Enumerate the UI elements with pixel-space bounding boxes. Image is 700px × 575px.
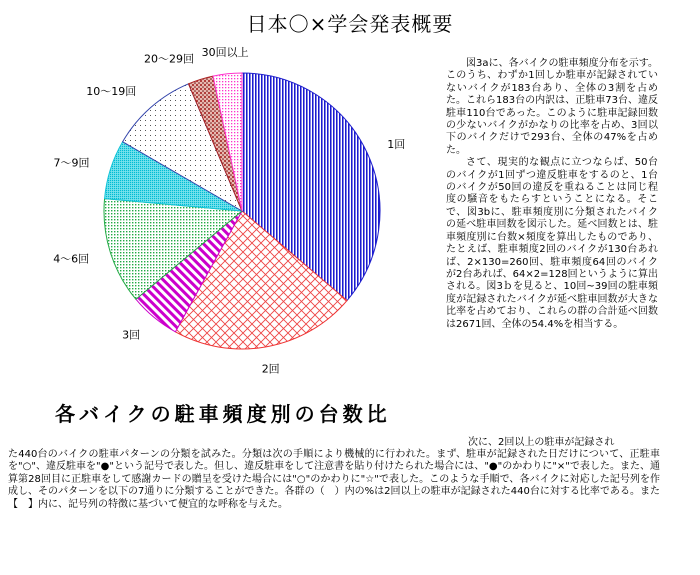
pie-slice-label: 30回以上 <box>201 45 249 59</box>
bottom-body-text: た440台のバイクの駐車パターンの分類を試みた。分類は次の手順により機械的に行われた。まず、駐車が記録された日だけについて、正駐車を"○"、違反駐車を"●"という記号で表した。但し、違反駐車をして注意書を貼り付けたられた場合には、"●"のかわりに"×"で表した。また、通算第28回目に正駐車をして感謝カードの贈呈を受けた場合には"○"のかわりに"☆"で表した。このような手順で、各バイクに対応した記号列を作成し、そのパターンを以下の7通りに分類することができた。各群の（ ）内の%は2回以上の駐車が記録された440台に対する比率である。また【 】内に、記号列の特徴に基づいて便宜的な呼称を与えた。 <box>8 449 660 510</box>
side-paragraph-2: さて、現実的な観点に立つならば、50台のバイクが1回ずつ違反駐車をするのと、1台のバイクが50回の違反を重ねることは同じ程度の騒音をもたらすということになる。そこで、図3bに、駐車頻度別に分類されたバイクの延べ駐車回数を図示した。延べ回数とは、駐車頻度別に台数×頻度を算出したものであり、たとえば、駐車頻度2回のバイクが130台あれば、2×130=260回、駐車頻度64回のバイクが2台あれば、64×2=128回というように算出される。図3ｂを見ると、10回~39回の駐車頻度が記録されたバイクが延べ駐車回数が大きな比率を占めており、これらの群の合計延べ回数は2671回、全体の54.4%を相当する。 <box>446 157 658 330</box>
pie-slice-label: 20～29回 <box>144 52 194 66</box>
pie-slices <box>104 73 380 349</box>
bottom-lead-text: 次に、2回以上の駐車が記録され <box>468 437 615 448</box>
pie-slice-label: 4～6回 <box>53 252 90 266</box>
pie-slice-label: 2回 <box>261 362 280 376</box>
side-paragraph-1: 図3aに、各バイクの駐車頻度分布を示す。このうち、わずか1回しか駐車が記録されていないバイクが183台あり、全体の3割を占めた。これら183台の内訳は、正駐車73台、違反駐車110台であった。このように駐車記録回数の少ないバイクがかなりの比率を占め、3回以下のバイクだけで293台、全体の47%を占めた。 <box>446 58 658 156</box>
pie-slice-label: 7～9回 <box>53 156 90 170</box>
pie-slice-label: 10～19回 <box>86 84 137 98</box>
pie-chart <box>0 0 440 400</box>
chart-title: 各バイクの駐車頻度別の台数比 <box>55 402 391 426</box>
page-title: 日本〇×学会発表概要 <box>246 12 454 36</box>
pie-slice-label: 1回 <box>387 138 406 151</box>
side-text-column <box>446 58 658 331</box>
pie-chart-svg <box>0 0 440 400</box>
pie-slice-label: 3回 <box>122 328 141 342</box>
